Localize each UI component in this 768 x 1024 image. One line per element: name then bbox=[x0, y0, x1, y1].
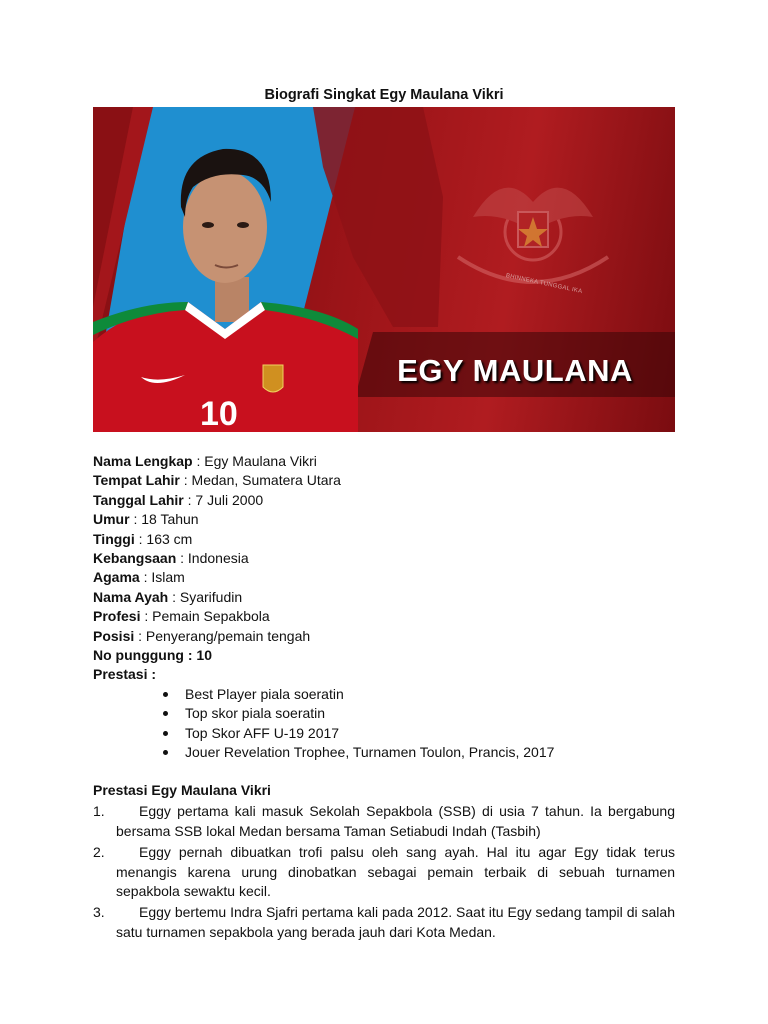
info-label: No punggung bbox=[93, 647, 184, 664]
list-item-text: Jouer Revelation Trophee, Turnamen Toulon, Prancis, 2017 bbox=[185, 744, 555, 761]
info-value: Penyerang/pemain tengah bbox=[145, 627, 311, 644]
numbered-item bbox=[93, 903, 675, 942]
garuda-crest bbox=[458, 188, 608, 282]
info-label: Tinggi bbox=[93, 530, 135, 547]
info-label: Profesi bbox=[93, 608, 141, 625]
info-row-tanggal-lahir: Tanggal Lahir : 7 Juli 2000 bbox=[93, 491, 264, 508]
info-value: Pemain Sepakbola bbox=[152, 608, 270, 625]
bullet-icon bbox=[163, 731, 168, 736]
info-row-posisi: Posisi : Penyerang/pemain tengah bbox=[93, 627, 311, 644]
item-number: 3. bbox=[93, 904, 105, 921]
info-row-agama: Agama : Islam bbox=[93, 569, 185, 586]
list-item bbox=[93, 685, 554, 704]
bullet-icon bbox=[163, 711, 168, 716]
info-row-umur: Umur : 18 Tahun bbox=[93, 511, 199, 528]
info-row-nama-ayah: Nama Ayah : Syarifudin bbox=[93, 588, 243, 605]
list-item-text: Top Skor AFF U-19 2017 bbox=[185, 724, 340, 741]
list-item bbox=[93, 724, 554, 743]
info-row-profesi: Profesi : Pemain Sepakbola bbox=[93, 608, 270, 625]
item-text: Eggy bertemu Indra Sjafri pertama kali pada 2012. Saat itu Egy sedang tampil di salah satu turnamen sepakbola yang berada jauh dari Kota Medan. bbox=[116, 904, 675, 940]
info-value: 163 cm bbox=[146, 530, 193, 547]
item-text: Eggy pernah dibuatkan trofi palsu oleh sang ayah. Hal itu agar Egy tidak terus menangis karena urung dinobatkan sebagai pemain terbaik di sebuah turnamen sepakbola sewaktu kecil. bbox=[116, 844, 675, 900]
info-label: Prestasi bbox=[93, 666, 148, 683]
prestasi-bullet-list bbox=[93, 685, 554, 763]
biodata-list bbox=[93, 452, 554, 763]
info-label: Tempat Lahir bbox=[93, 472, 180, 489]
info-row-tempat-lahir: Tempat Lahir : Medan, Sumatera Utara bbox=[93, 472, 341, 489]
player-banner-image bbox=[93, 107, 675, 432]
section-heading: Prestasi Egy Maulana Vikri bbox=[93, 782, 271, 798]
info-label: Tanggal Lahir bbox=[93, 491, 184, 508]
info-label: Kebangsaan bbox=[93, 550, 177, 567]
info-value: Medan, Sumatera Utara bbox=[191, 472, 341, 489]
list-item-text: Best Player piala soeratin bbox=[185, 685, 344, 702]
prestasi-section bbox=[93, 781, 675, 944]
info-value: 10 bbox=[196, 647, 212, 664]
info-row-no-punggung: No punggung : 10 bbox=[93, 647, 212, 664]
info-row-prestasi: Prestasi : bbox=[93, 666, 157, 683]
info-value: Indonesia bbox=[187, 550, 249, 567]
numbered-item bbox=[93, 843, 675, 901]
info-value: Islam bbox=[151, 569, 185, 586]
info-row-nama-lengkap: Nama Lengkap : Egy Maulana Vikri bbox=[93, 453, 317, 469]
info-label: Nama Lengkap bbox=[93, 453, 193, 469]
info-row-tinggi: Tinggi : 163 cm bbox=[93, 530, 193, 547]
info-row-kebangsaan: Kebangsaan : Indonesia bbox=[93, 550, 249, 567]
list-item-text: Top skor piala soeratin bbox=[185, 705, 326, 722]
crest-motto-text: BHINNEKA TUNGGAL IKA bbox=[505, 272, 583, 296]
bullet-icon bbox=[163, 750, 168, 755]
info-label: Nama Ayah bbox=[93, 588, 169, 605]
info-label: Posisi bbox=[93, 627, 135, 644]
info-value: 18 Tahun bbox=[141, 511, 199, 528]
info-value: Syarifudin bbox=[179, 588, 243, 605]
bullet-icon bbox=[163, 692, 168, 697]
item-number: 1. bbox=[93, 803, 105, 820]
jersey-crest-icon bbox=[263, 365, 283, 392]
banner-name-text: EGY MAULANA bbox=[397, 353, 633, 388]
info-value: 7 Juli 2000 bbox=[195, 491, 264, 508]
background-player-silhouette bbox=[313, 107, 443, 327]
numbered-item bbox=[93, 802, 675, 841]
document-title: Biografi Singkat Egy Maulana Vikri bbox=[264, 87, 504, 103]
item-text: Eggy pertama kali masuk Sekolah Sepakbola (SSB) di usia 7 tahun. Ia bergabung bersama SSB lokal Medan bersama Taman Setiabudi Indah (Tasbih) bbox=[116, 803, 675, 839]
info-label: Umur bbox=[93, 511, 130, 528]
item-number: 2. bbox=[93, 844, 105, 861]
info-value: Egy Maulana Vikri bbox=[204, 453, 317, 469]
info-label: Agama bbox=[93, 569, 140, 586]
list-item bbox=[93, 704, 554, 723]
list-item bbox=[93, 743, 554, 762]
jersey-number: 10 bbox=[200, 395, 238, 432]
